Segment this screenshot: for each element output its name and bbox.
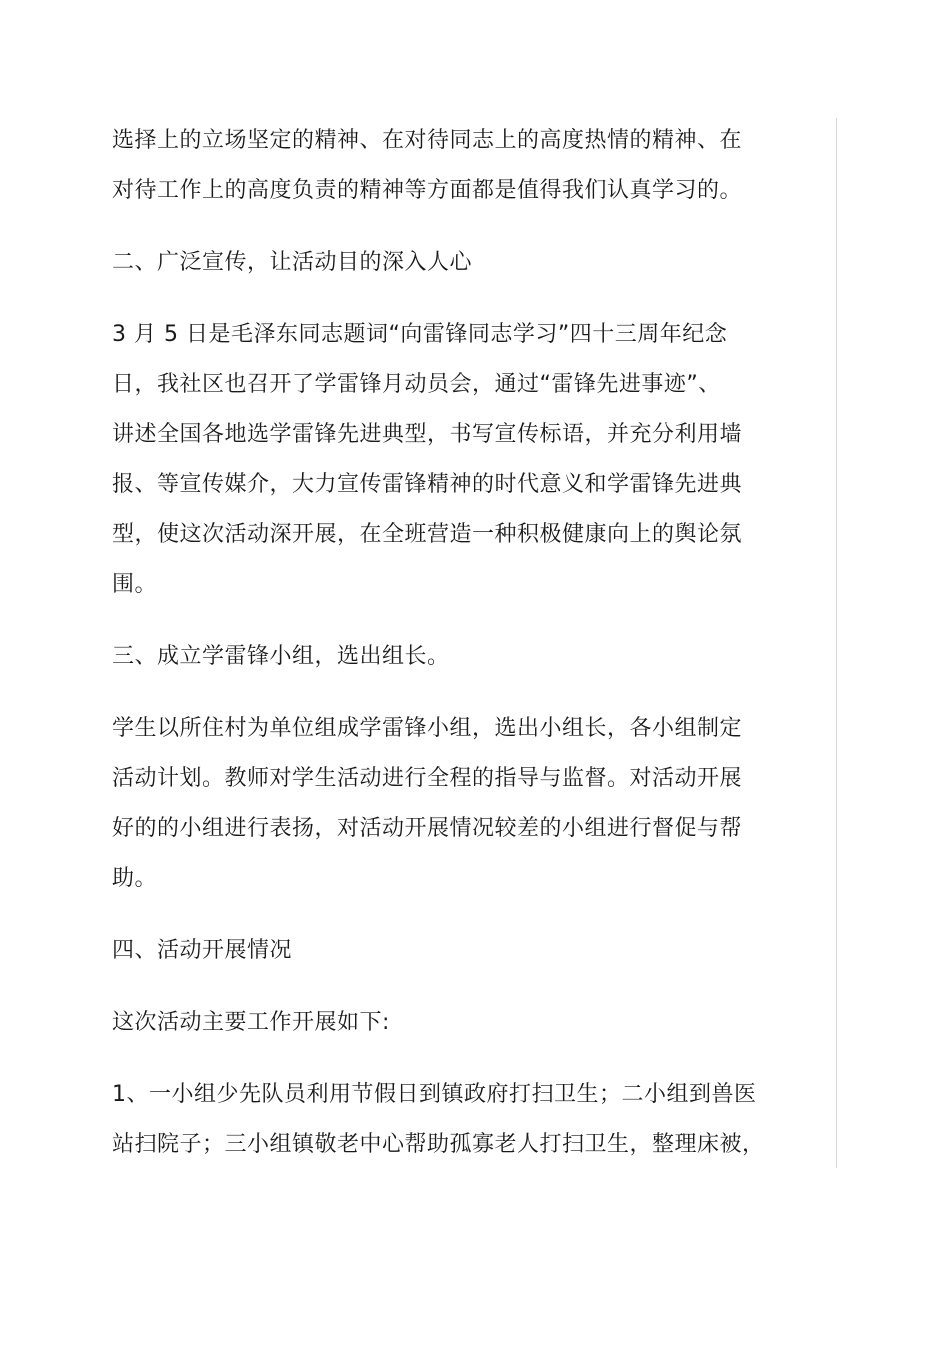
heading-line: 二、广泛宣传，让活动目的深入人心	[112, 250, 473, 275]
page-edge-rule	[836, 118, 837, 1168]
text-line: 围。	[112, 572, 158, 597]
text-line: 3 月 5 日是毛泽东同志题词“向雷锋同志学习”四十三周年纪念	[112, 322, 728, 347]
text-line: 活动计划。教师对学生活动进行全程的指导与监督。对活动开展	[112, 766, 743, 791]
text-line: 型，使这次活动深开展，在全班营造一种积极健康向上的舆论氛	[112, 522, 743, 547]
section-heading-3	[112, 632, 772, 682]
text-line: 对待工作上的高度负责的精神等方面都是值得我们认真学习的。	[112, 178, 743, 203]
text-line: 讲述全国各地选学雷锋先进典型，书写宣传标语，并充分利用墙	[112, 422, 743, 447]
paragraph-5	[112, 704, 772, 904]
text-line: 选择上的立场坚定的精神、在对待同志上的高度热情的精神、在	[112, 128, 743, 153]
paragraph-1	[112, 116, 772, 216]
text-line: 报、等宣传媒介，大力宣传雷锋精神的时代意义和学雷锋先进典	[112, 472, 743, 497]
heading-line: 四、活动开展情况	[112, 938, 293, 963]
paragraph-7	[112, 998, 772, 1048]
text-line: 1、一小组少先队员利用节假日到镇政府打扫卫生；二小组到兽医	[112, 1082, 757, 1107]
text-line: 助。	[112, 866, 158, 891]
text-line: 这次活动主要工作开展如下:	[112, 1010, 390, 1035]
section-heading-2	[112, 238, 772, 288]
text-line: 站扫院子；三小组镇敬老中心帮助孤寡老人打扫卫生，整理床被，	[112, 1132, 765, 1157]
text-line: 日，我社区也召开了学雷锋月动员会，通过“雷锋先进事迹”、	[112, 372, 721, 397]
section-heading-4	[112, 926, 772, 976]
document-body	[112, 116, 772, 1192]
text-line: 学生以所住村为单位组成学雷锋小组，选出小组长，各小组制定	[112, 716, 743, 741]
paragraph-3	[112, 310, 772, 610]
paragraph-8	[112, 1070, 772, 1170]
heading-line: 三、成立学雷锋小组，选出组长。	[112, 644, 450, 669]
text-line: 好的的小组进行表扬，对活动开展情况较差的小组进行督促与帮	[112, 816, 743, 841]
